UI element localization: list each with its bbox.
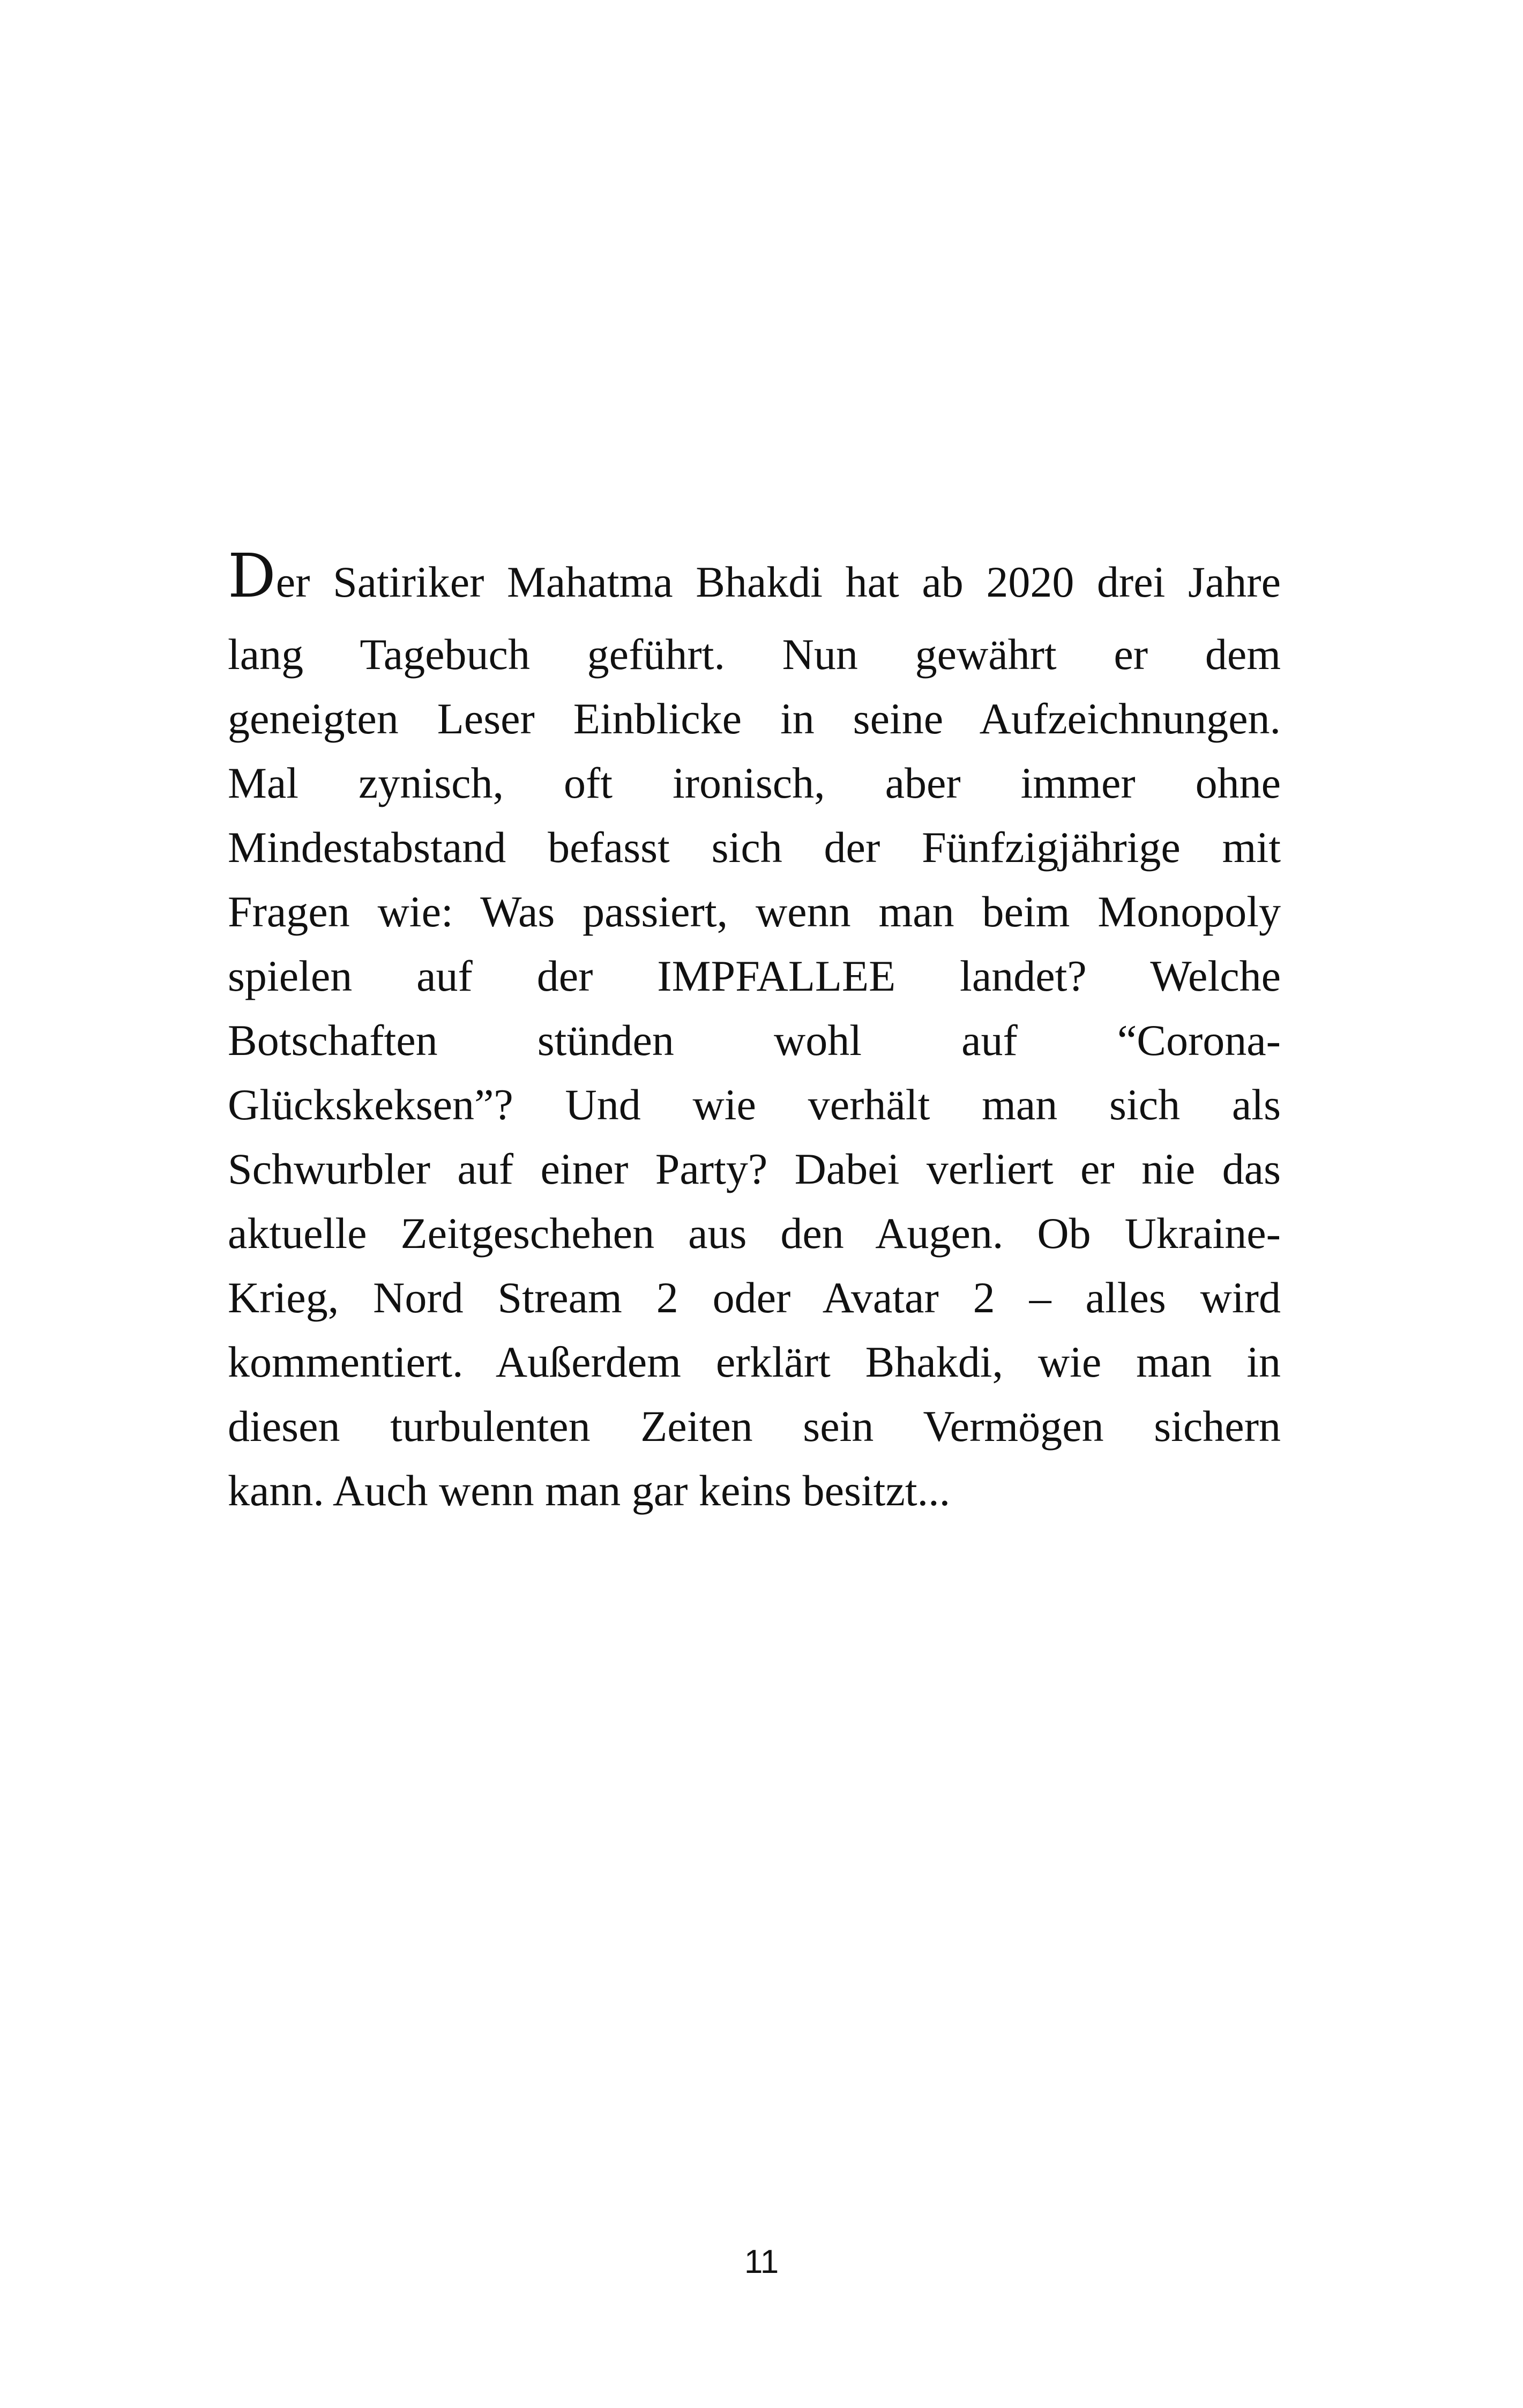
blurb-line: geneigten Leser Einblicke in seine Aufzeichnungen. xyxy=(228,694,1281,743)
blurb-line: spielen auf der IMPFALLEE landet? Welche xyxy=(228,952,1281,1000)
blurb-line: Mindestabstand befasst sich der Fünfzigjährige mit xyxy=(228,823,1281,872)
blurb-line: Botschaften stünden wohl auf “Corona- xyxy=(228,1016,1281,1065)
blurb-line-last: kann. Auch wenn man gar keins besitzt... xyxy=(228,1466,951,1515)
blurb-line: Mal zynisch, oft ironisch, aber immer ohne xyxy=(228,759,1281,807)
blurb-line: Schwurbler auf einer Party? Dabei verliert er nie das xyxy=(228,1144,1281,1193)
drop-cap: D xyxy=(228,541,276,611)
blurb-line-1-text: er Satiriker Mahatma Bhakdi hat ab 2020 drei Jahre xyxy=(275,558,1281,606)
blurb-line: Krieg, Nord Stream 2 oder Avatar 2 – alles wird xyxy=(228,1273,1281,1322)
blurb-line: Fragen wie: Was passiert, wenn man beim Monopoly xyxy=(228,887,1281,936)
blurb-line: Glückskeksen”? Und wie verhält man sich als xyxy=(228,1080,1281,1129)
blurb-paragraph xyxy=(228,541,1281,1523)
blurb-line: lang Tagebuch geführt. Nun gewährt er dem xyxy=(228,630,1281,679)
page-number: 11 xyxy=(744,2243,779,2280)
blurb-line: kommentiert. Außerdem erklärt Bhakdi, wie man in xyxy=(228,1337,1281,1386)
blurb-line-1 xyxy=(228,541,1281,614)
blurb-line: diesen turbulenten Zeiten sein Vermögen sichern xyxy=(228,1402,1281,1451)
blurb-line: aktuelle Zeitgeschehen aus den Augen. Ob Ukraine- xyxy=(228,1209,1281,1258)
